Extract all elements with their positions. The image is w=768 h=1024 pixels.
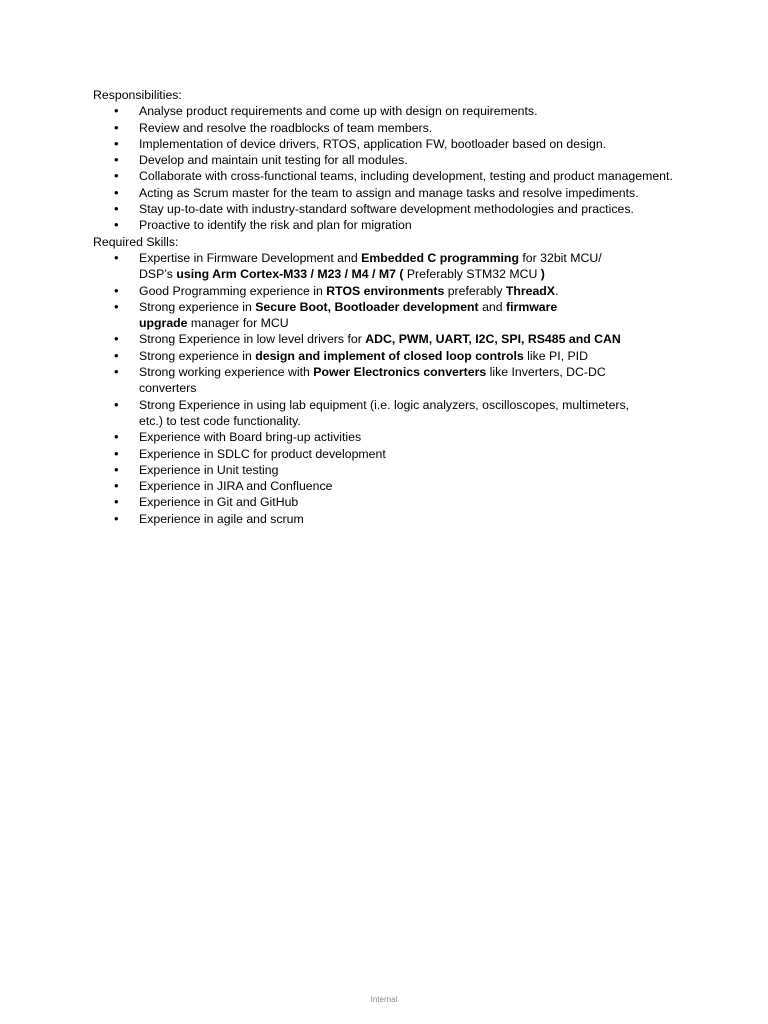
bullet-glyph: • <box>114 298 119 314</box>
list-item <box>93 511 683 527</box>
list-item <box>93 299 683 332</box>
bullet-glyph: • <box>114 201 119 217</box>
list-item <box>93 185 683 201</box>
text-run: Experience with Board bring-up activities <box>139 430 362 445</box>
text-run: Strong Experience in using lab equipment (i.e. logic analyzers, oscilloscopes, multimeters, <box>139 397 630 412</box>
bullet-glyph: • <box>114 103 119 119</box>
bullet-glyph: • <box>114 135 119 151</box>
text-run: Experience in JIRA and Confluence <box>139 479 333 494</box>
text-run: Acting as Scrum master for the team to assign and manage tasks and resolve impediments. <box>139 185 639 200</box>
list-item-text <box>139 104 538 118</box>
list-item-text <box>139 495 298 509</box>
bold-text-run: firmware <box>506 299 558 314</box>
list-item <box>93 120 683 136</box>
bullet-glyph: • <box>114 461 119 477</box>
bullet-glyph: • <box>114 347 119 363</box>
list-item-text <box>139 463 278 477</box>
text-run: preferably <box>444 283 506 298</box>
bullet-glyph: • <box>114 119 119 135</box>
responsibilities-list <box>93 103 683 233</box>
list-item <box>93 136 683 152</box>
bold-text-run: ThreadX <box>505 283 556 298</box>
bold-text-run: Secure Boot, Bootloader development <box>255 299 479 314</box>
bullet-glyph: • <box>114 478 119 494</box>
bullet-glyph: • <box>114 510 119 526</box>
bullet-glyph: • <box>114 152 119 168</box>
text-run: Collaborate with cross-functional teams, including development, testing and product management. <box>139 169 673 184</box>
text-run: Review and resolve the roadblocks of team members. <box>139 120 433 135</box>
list-item-text <box>139 447 386 461</box>
list-item <box>93 462 683 478</box>
text-run: Analyse product requirements and come up with design on requirements. <box>139 104 538 119</box>
text-run: and <box>478 299 507 314</box>
list-item-text <box>139 218 412 232</box>
footer-classification-label: Internal <box>370 995 398 1004</box>
text-run: converters <box>139 381 197 396</box>
bullet-glyph: • <box>114 249 119 265</box>
text-run: for 32bit MCU/ <box>518 250 602 265</box>
text-run: Stay up-to-date with industry-standard software development methodologies and practices. <box>139 202 634 217</box>
bullet-glyph: • <box>114 331 119 347</box>
list-item-text <box>139 479 332 493</box>
required-skills-heading: Required Skills: <box>93 234 179 249</box>
text-run: Strong Experience in low level drivers for <box>139 332 366 347</box>
list-item <box>93 397 683 430</box>
responsibilities-heading: Responsibilities: <box>93 88 182 102</box>
text-run: manager for MCU <box>187 316 289 331</box>
list-item <box>93 103 683 119</box>
list-item <box>93 217 683 233</box>
text-run: Experience in Git and GitHub <box>139 495 299 510</box>
bold-text-run: ) <box>540 267 545 282</box>
list-item <box>93 348 683 364</box>
text-run: Good Programming experience in <box>139 283 327 298</box>
text-run: Expertise in Firmware Development and <box>139 250 362 265</box>
text-run: Develop and maintain unit testing for all modules. <box>139 153 408 168</box>
list-item-text <box>139 512 304 526</box>
bold-text-run: Embedded C programming <box>361 250 519 265</box>
list-item <box>93 168 683 184</box>
text-run: Proactive to identify the risk and plan for migration <box>139 218 412 233</box>
bold-text-run: design and implement of closed loop controls <box>255 348 524 363</box>
bullet-glyph: • <box>114 445 119 461</box>
bold-text-run: ADC, PWM, UART, I2C, SPI, RS485 and CAN <box>365 332 621 347</box>
bullet-glyph: • <box>114 364 119 380</box>
list-item-text <box>139 121 432 135</box>
list-item-text <box>139 332 621 346</box>
required-skills-list <box>93 250 683 527</box>
list-item <box>93 429 683 445</box>
bullet-glyph: • <box>114 217 119 233</box>
list-item-text <box>139 430 361 444</box>
list-item <box>93 478 683 494</box>
bullet-glyph: • <box>114 494 119 510</box>
list-item <box>93 201 683 217</box>
bold-text-run: RTOS environments <box>326 283 445 298</box>
text-run: Experience in agile and scrum <box>139 511 304 526</box>
list-item <box>93 364 683 397</box>
text-run: Strong experience in <box>139 299 256 314</box>
bold-text-run: upgrade <box>139 316 188 331</box>
bold-text-run: Power Electronics converters <box>313 365 487 380</box>
list-item-text <box>139 169 673 183</box>
list-item <box>93 250 683 283</box>
text-run: Experience in SDLC for product development <box>139 446 386 461</box>
bullet-glyph: • <box>114 168 119 184</box>
text-run: Implementation of device drivers, RTOS, application FW, bootloader based on design. <box>139 136 607 151</box>
list-item-text <box>139 284 558 298</box>
list-item <box>93 152 683 168</box>
list-item-text <box>139 365 606 395</box>
list-item-text <box>139 251 602 281</box>
list-item <box>93 494 683 510</box>
text-run: Preferably STM32 MCU <box>403 267 541 282</box>
list-item <box>93 283 683 299</box>
text-run: like PI, PID <box>523 348 588 363</box>
list-item-text <box>139 300 557 330</box>
text-run: Strong experience in <box>139 348 256 363</box>
list-item <box>93 446 683 462</box>
list-item-text <box>139 398 629 428</box>
bullet-glyph: • <box>114 429 119 445</box>
text-run: Experience in Unit testing <box>139 462 279 477</box>
bullet-glyph: • <box>114 184 119 200</box>
list-item-text <box>139 186 639 200</box>
text-run: . <box>555 283 559 298</box>
text-run: Strong working experience with <box>139 365 314 380</box>
list-item <box>93 331 683 347</box>
list-item-text <box>139 137 606 151</box>
list-item-text <box>139 349 588 363</box>
bullet-glyph: • <box>114 396 119 412</box>
text-run: like Inverters, DC-DC <box>486 365 606 380</box>
text-run: etc.) to test code functionality. <box>139 413 301 428</box>
bold-text-run: using Arm Cortex-M33 / M23 / M4 / M7 ( <box>176 267 404 282</box>
list-item-text <box>139 153 408 167</box>
bullet-glyph: • <box>114 282 119 298</box>
text-run: DSP’s <box>139 267 177 282</box>
list-item-text <box>139 202 634 216</box>
document-body <box>93 87 683 527</box>
